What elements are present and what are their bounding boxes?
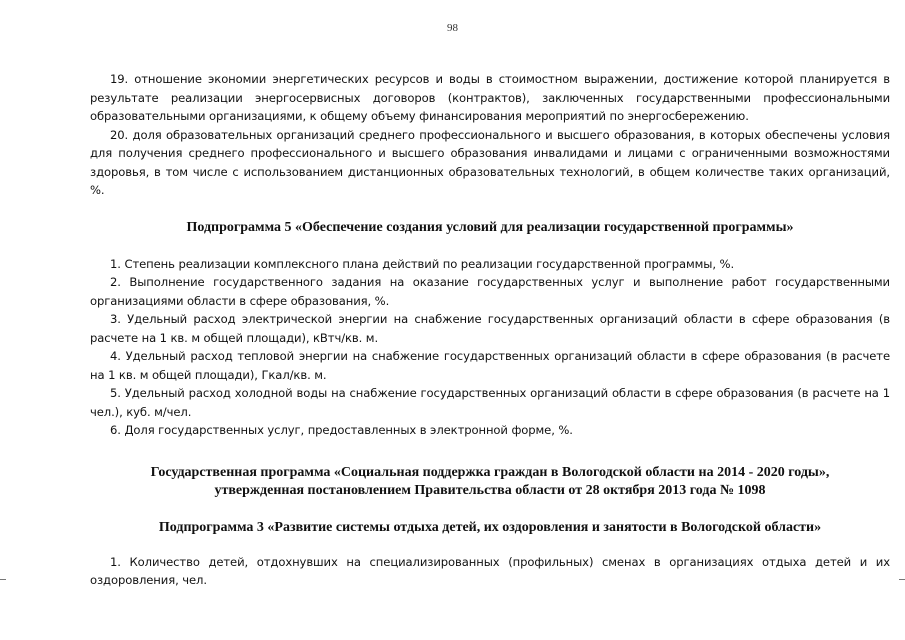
subprogram5-item-4: 4. Удельный расход тепловой энергии на снабжение государственных организаций области в сфере образования (в расчете на 1 кв. м общей площади), Гкал/кв. м. (90, 349, 890, 382)
scan-edge-mark-left (0, 579, 6, 580)
indicator-list-block1 (90, 70, 890, 200)
indicator-item-19: 19. отношение экономии энергетических ресурсов и воды в стоимостном выражении, достижение которой планируется в результате реализации энергосервисных договоров (контрактов), заключенных государственными профессиональными образовательными организациями, к общему объему финансирования мероприятий по энергосбережению. (90, 72, 890, 123)
subprogram5-item-3: 3. Удельный расход электрической энергии на снабжение государственных организаций области в сфере образования (в расчете на 1 кв. м общей площади), кВтч/кв. м. (90, 312, 890, 345)
scan-edge-mark-right (899, 579, 905, 580)
indicator-list-subprogram3 (90, 553, 890, 590)
subprogram5-item-5: 5. Удельный расход холодной воды на снабжение государственных организаций области в сфере образования (в расчете на 1 чел.), куб. м/чел. (90, 386, 890, 419)
subprogram3-item-1: 1. Количество детей, отдохнувших на специализированных (профильных) сменах в организациях отдыха детей и их оздоровления, чел. (90, 554, 890, 587)
state-program-title (90, 464, 890, 500)
state-program-title-line1: Государственная программа «Социальная поддержка граждан в Вологодской области на 2014 - 2020 годы», (150, 464, 830, 480)
page-number: 98 (447, 22, 458, 34)
subprogram5-item-2: 2. Выполнение государственного задания на оказание государственных услуг и выполнение работ государственными организациями области в сфере образования, %. (90, 275, 890, 308)
state-program-title-line2: утвержденная постановлением Правительства области от 28 октября 2013 года № 1098 (214, 482, 766, 498)
indicator-list-subprogram5 (90, 255, 890, 440)
subprogram5-heading: Подпрограмма 5 «Обеспечение создания условий для реализации государственной программы» (186, 219, 794, 235)
subprogram5-item-1: 1. Степень реализации комплексного плана действий по реализации государственной программы, %. (110, 256, 735, 271)
indicator-item-20: 20. доля образовательных организаций среднего профессионального и высшего образования, в которых обеспечены условия для получения среднего профессионального и высшего образования инвалидами и лицами с ограниченными возможностями здоровья, в том числе с использованием дистанционных образовательных технологий, в общем количестве таких организаций, %. (90, 127, 890, 197)
subprogram3-heading: Подпрограмма 3 «Развитие системы отдыха детей, их оздоровления и занятости в Вологодской области» (158, 519, 822, 535)
document-body (90, 70, 890, 590)
subprogram5-item-6: 6. Доля государственных услуг, предоставленных в электронной форме, %. (110, 423, 573, 437)
